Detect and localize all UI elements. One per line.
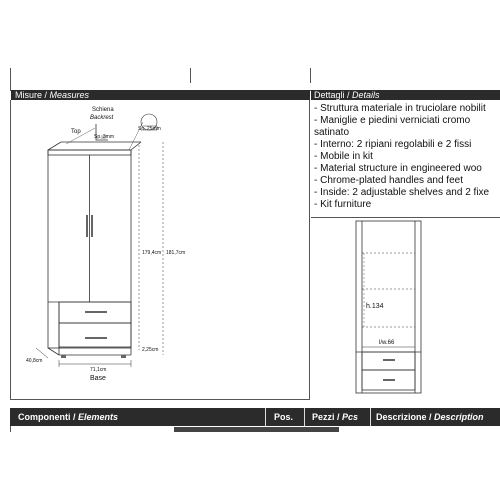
door-handle-left: [86, 215, 88, 237]
interior-height-label: h.134: [366, 303, 384, 310]
col-pos: Pos.: [274, 412, 294, 422]
details-header-en: Details: [352, 90, 380, 100]
details-item: - Material structure in engineered woo: [314, 163, 482, 174]
details-item: - Struttura materiale in truciolare nobilit: [314, 103, 486, 114]
col-divider-2: [304, 408, 305, 426]
col-components-it: Componenti: [18, 412, 71, 422]
interior-drawer-handle-2: [383, 379, 395, 381]
top-label: Top: [71, 129, 81, 135]
details-item: - Interno: 2 ripiani regolabili e 2 fissi: [314, 139, 472, 150]
details-item: - Chrome-plated handles and feet: [314, 175, 463, 186]
base-label: Base: [90, 375, 106, 382]
col-components: [18, 412, 118, 422]
details-item: - Mobile in kit: [314, 151, 373, 162]
door-handle-right: [91, 215, 93, 237]
details-header-it: Dettagli: [314, 90, 345, 100]
col-desc-it: Descrizione: [376, 412, 427, 422]
backrest-label-en: Backrest: [90, 115, 114, 121]
col-components-sep: /: [70, 412, 79, 422]
backrest-label-it: Schiena: [92, 107, 114, 113]
table-header: [10, 408, 500, 426]
table-row-fill: [174, 427, 339, 432]
side-edge-top: [48, 142, 61, 150]
col-divider-3: [370, 408, 371, 426]
col-pcs: [312, 412, 358, 422]
drawer-lower: [59, 323, 131, 347]
details-header: [311, 90, 500, 100]
sp2-label: Sp. 25mm: [138, 126, 161, 132]
table-row-strip: [10, 426, 500, 432]
details-item: - Kit furniture: [314, 199, 372, 210]
measures-header-it: Misure: [15, 90, 43, 100]
col-desc: [376, 412, 484, 422]
details-box: [311, 100, 500, 218]
details-list: [311, 100, 500, 211]
col-components-en: Elements: [78, 412, 119, 422]
total-height-label: 181,7cm: [166, 250, 186, 256]
col-pcs-en: Pcs: [342, 412, 359, 422]
measures-header-en: Measures: [49, 90, 90, 100]
plinth-height-label: 2,25cm: [142, 347, 159, 353]
width-label: 71,1cm: [90, 367, 107, 373]
details-item: - Maniglie e piedini verniciati cromo: [314, 115, 471, 126]
interior-width-label: l/w.66: [379, 340, 395, 346]
details-item: - Inside: 2 adjustable shelves and 2 fixe: [314, 187, 490, 198]
wardrobe-top-panel: [48, 150, 131, 155]
col-desc-en: Description: [434, 412, 484, 422]
sp1-label: Sp. 3mm: [94, 134, 115, 140]
details-header-sep: /: [344, 90, 353, 100]
col-pcs-it: Pezzi: [312, 412, 335, 422]
side-edge-bottom: [48, 348, 59, 355]
top-frame: [10, 68, 500, 91]
interior-drawer-handle-1: [383, 359, 395, 361]
top-divider-1: [190, 68, 191, 83]
interior-drawing: [350, 217, 440, 397]
foot-left: [61, 355, 66, 358]
measures-header: [11, 90, 310, 100]
col-desc-sep: /: [426, 412, 435, 422]
details-item: satinato: [314, 127, 350, 138]
measures-header-sep: /: [42, 90, 50, 100]
drawer-handle-upper: [85, 311, 107, 313]
inner-height-label: 179,4cm: [142, 250, 162, 256]
drawer-handle-lower: [85, 337, 107, 339]
foot-right: [121, 355, 126, 358]
dim-depth: [36, 348, 48, 358]
col-divider-1: [265, 408, 266, 426]
depth-label: 40,8cm: [26, 358, 43, 364]
col-pcs-sep: /: [334, 412, 343, 422]
top-divider-2: [310, 68, 311, 83]
